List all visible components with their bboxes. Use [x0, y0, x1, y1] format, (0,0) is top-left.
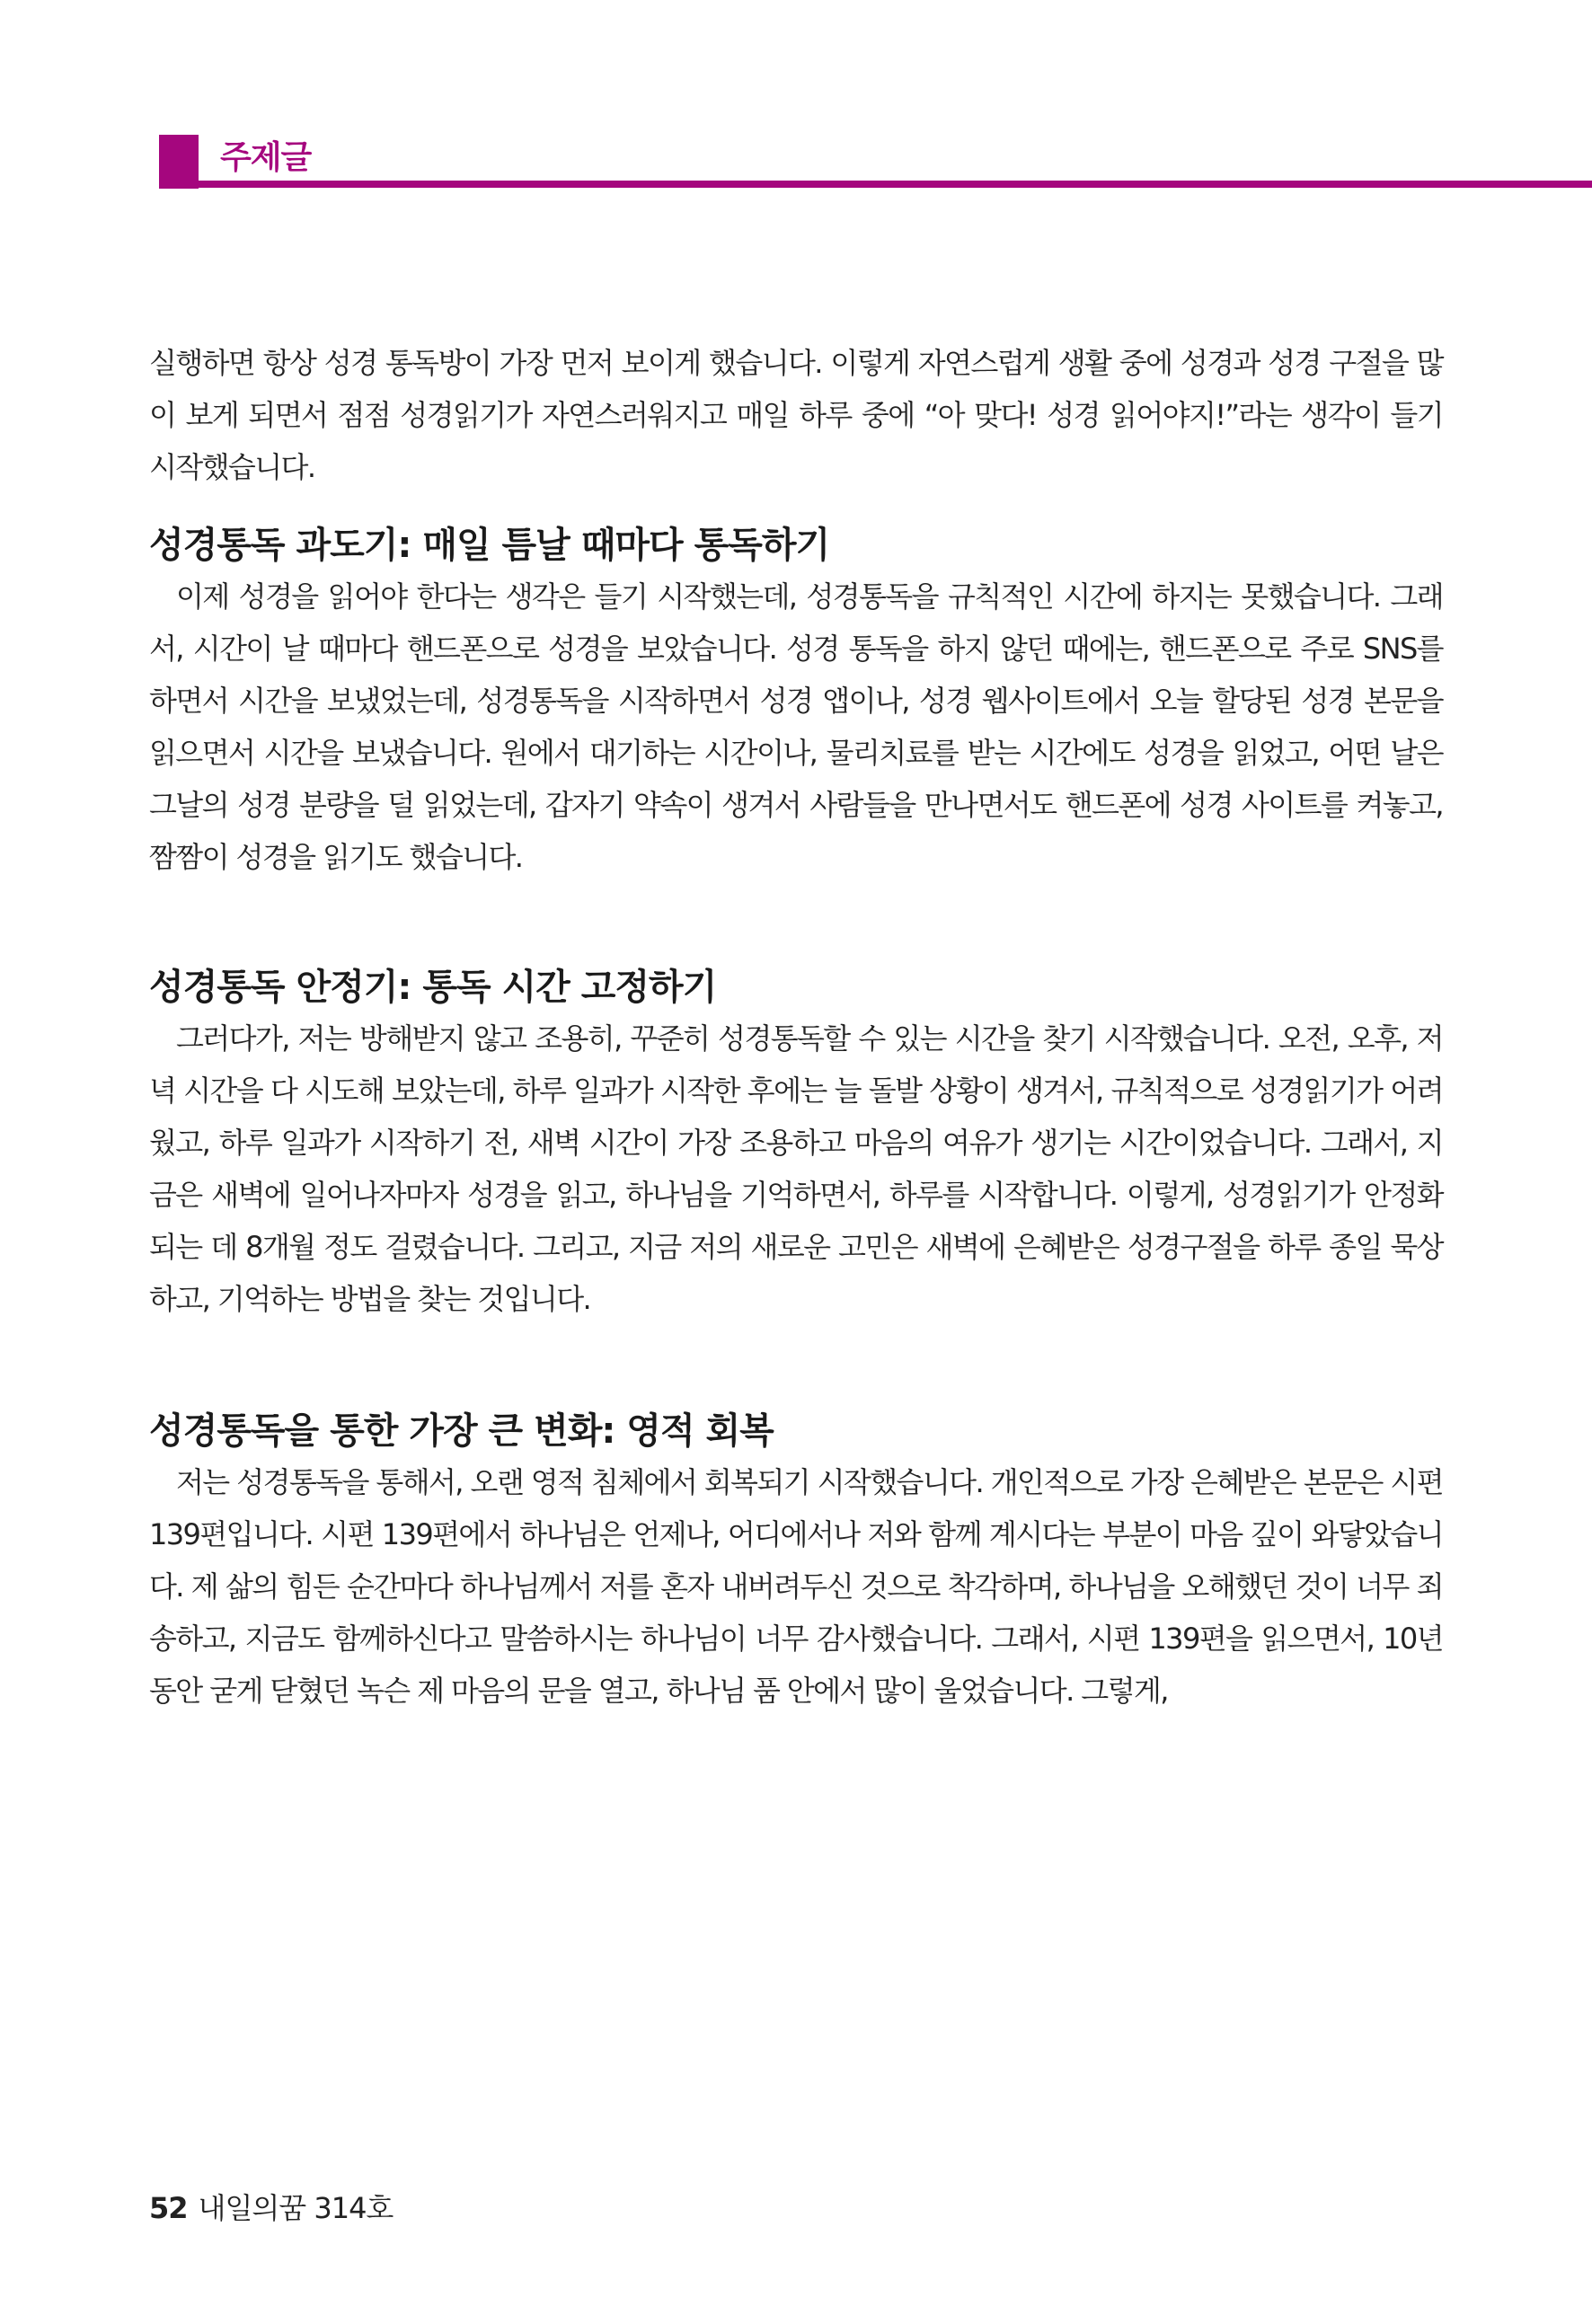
page-footer [149, 2187, 393, 2230]
header-rule [159, 181, 1592, 188]
intro-paragraph: 실행하면 항상 성경 통독방이 가장 먼저 보이게 했습니다. 이렇게 자연스럽게 생활 중에 성경과 성경 구절을 많이 보게 되면서 점점 성경읽기가 자연스러워지고 매일 하루 중에 “아 맞다! 성경 읽어야지!”라는 생각이 들기 시작했습니다. [149, 346, 1443, 484]
section-header [159, 135, 1592, 189]
section-paragraph-recovery: 저는 성경통독을 통해서, 오랜 영적 침체에서 회복되기 시작했습니다. 개인적으로 가장 은혜받은 본문은 시편 139편입니다. 시편 139편에서 하나님은 언제나, 어디에서나 저와 함께 계시다는 부분이 마음 깊이 와닿았습니다. 제 삶의 힘든 순간마다 하나님께서 저를 혼자 내버려두신 것으로 착각하며, 하나님을 오해했던 것이 너무 죄송하고, 지금도 함께하신다고 말씀하시는 하나님이 너무 감사했습니다. 그래서, 시편 139편을 읽으면서, 10년 동안 굳게 닫혔던 녹슨 제 마음의 문을 열고, 하나님 품 안에서 많이 울었습니다. 그렇게, [149, 1465, 1443, 1708]
section-paragraph-stable: 그러다가, 저는 방해받지 않고 조용히, 꾸준히 성경통독할 수 있는 시간을 찾기 시작했습니다. 오전, 오후, 저녁 시간을 다 시도해 보았는데, 하루 일과가 시작한 후에는 늘 돌발 상황이 생겨서, 규칙적으로 성경읽기가 어려웠고, 하루 일과가 시작하기 전, 새벽 시간이 가장 조용하고 마음의 여유가 생기는 시간이었습니다. 그래서, 지금은 새벽에 일어나자마자 성경을 읽고, 하나님을 기억하면서, 하루를 시작합니다. 이렇게, 성경읽기가 안정화되는 데 8개월 정도 걸렸습니다. 그리고, 지금 저의 새로운 고민은 새벽에 은혜받은 성경구절을 하루 종일 묵상하고, 기억하는 방법을 찾는 것입니다. [149, 1021, 1443, 1316]
section-heading-transition: 성경통독 과도기: 매일 틈날 때마다 통독하기 [149, 525, 830, 566]
section-label: 주제글 [220, 139, 312, 176]
article-body [149, 337, 1443, 1717]
publication-name: 내일의꿈 314호 [198, 2191, 394, 2225]
section-heading-stable: 성경통독 안정기: 통독 시간 고정하기 [149, 967, 717, 1008]
section-paragraph-transition: 이제 성경을 읽어야 한다는 생각은 들기 시작했는데, 성경통독을 규칙적인 시간에 하지는 못했습니다. 그래서, 시간이 날 때마다 핸드폰으로 성경을 보았습니다. 성경 통독을 하지 않던 때에는, 핸드폰으로 주로 SNS를 하면서 시간을 보냈었는데, 성경통독을 시작하면서 성경 앱이나, 성경 웹사이트에서 오늘 할당된 성경 본문을 읽으면서 시간을 보냈습니다. 원에서 대기하는 시간이나, 물리치료를 받는 시간에도 성경을 읽었고, 어떤 날은 그날의 성경 분량을 덜 읽었는데, 갑자기 약속이 생겨서 사람들을 만나면서도 핸드폰에 성경 사이트를 켜놓고, 짬짬이 성경을 읽기도 했습니다. [149, 579, 1443, 874]
section-heading-recovery: 성경통독을 통한 가장 큰 변화: 영적 회복 [149, 1410, 774, 1452]
page-number: 52 [149, 2191, 188, 2225]
